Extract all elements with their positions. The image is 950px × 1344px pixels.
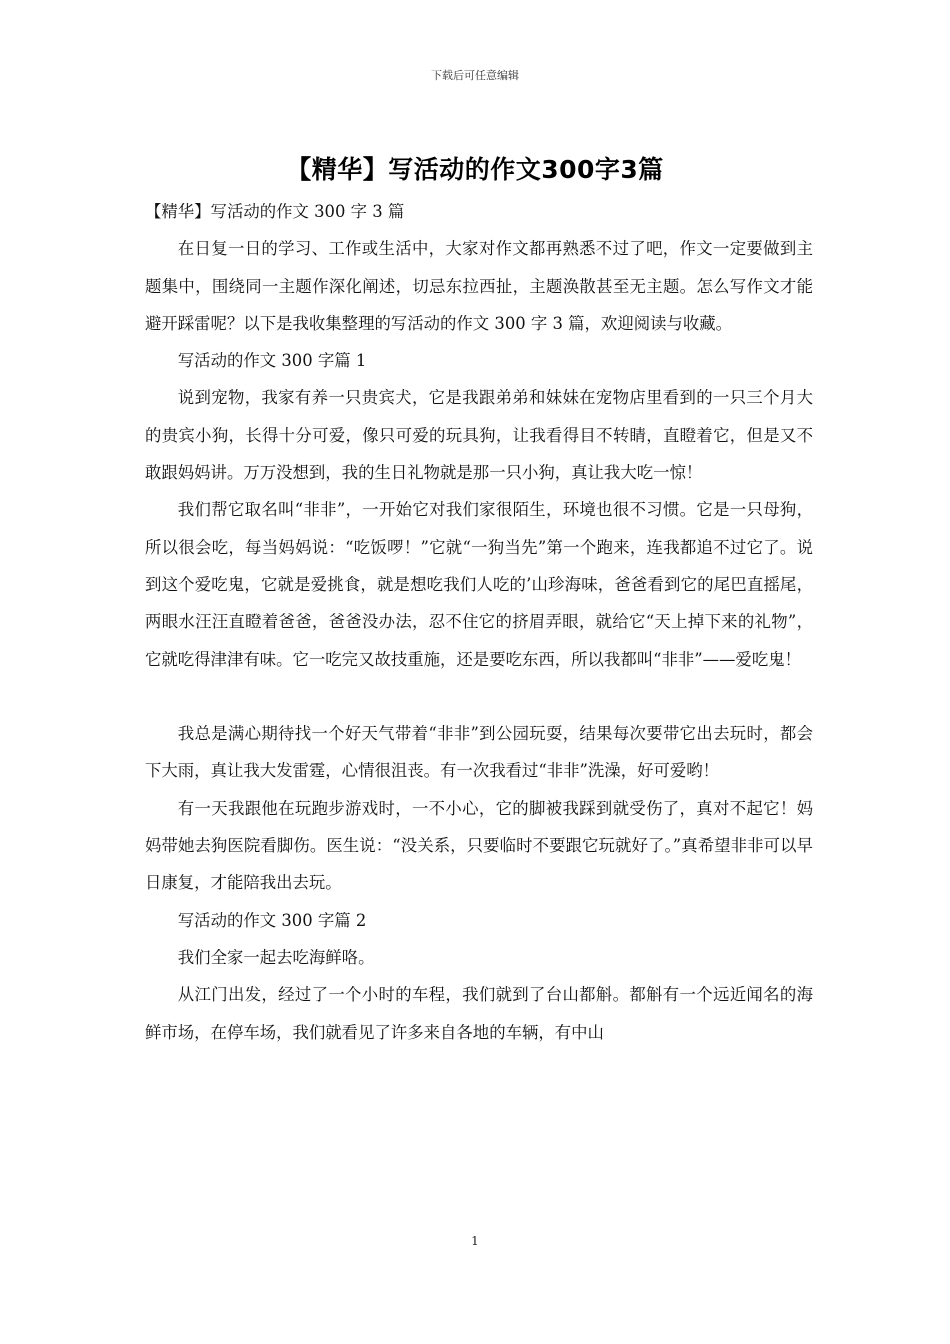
section-heading-2: 写活动的作文 300 字篇 2 [177,910,367,930]
body-paragraph: 从江门出发，经过了一个小时的车程，我们就到了台山都斛。都斛有一个远近闻名的海鲜市场，在停车场，我们就看见了许多来自各地的车辆，有中山 [145,985,813,1042]
page-header-note: 下载后可任意编辑 [431,69,519,82]
body-paragraph: 我们全家一起去吃海鲜咯。 [177,947,375,967]
document-subtitle: 【精华】写活动的作文 300 字 3 篇 [145,202,405,221]
document-title: 【精华】写活动的作文300字3篇 [286,155,664,184]
document-body [145,193,813,1051]
paragraph-spacer [145,678,813,715]
intro-paragraph: 在日复一日的学习、工作或生活中，大家对作文都再熟悉不过了吧，作文一定要做到主题集中，围绕同一主题作深化阐述，切忌东拉西扯，主题涣散甚至无主题。怎么写作文才能避开踩雷呢？以下是我收集整理的写活动的作文 300 字 3 篇，欢迎阅读与收藏。 [145,239,813,333]
body-paragraph: 我总是满心期待找一个好天气带着“非非”到公园玩耍，结果每次要带它出去玩时，都会下大雨，真让我大发雷霆，心情很沮丧。有一次我看过“非非”洗澡，好可爱哟！ [145,724,813,781]
section-heading-1: 写活动的作文 300 字篇 1 [177,351,367,371]
body-paragraph: 有一天我跟他在玩跑步游戏时，一不小心，它的脚被我踩到就受伤了，真对不起它！妈妈带她去狗医院看脚伤。医生说：“没关系，只要临时不要跟它玩就好了。”真希望非非可以早日康复，才能陪我出去玩。 [145,798,813,893]
body-paragraph: 我们帮它取名叫“非非”，一开始它对我们家很陌生，环境也很不习惯。它是一只母狗，所以很会吃，每当妈妈说：“吃饭啰！”它就“一狗当先”第一个跑来，连我都追不过它了。说到这个爱吃鬼，它就是爱挑食，就是想吃我们人吃的’山珍海味，爸爸看到它的尾巴直摇尾，两眼水汪汪直瞪着爸爸，爸爸没办法，忍不住它的挤眉弄眼，就给它“天上掉下来的礼物”，它就吃得津津有味。它一吃完又故技重施，还是要吃东西，所以我都叫“非非”——爱吃鬼！ [145,500,813,669]
body-paragraph: 说到宠物，我家有养一只贵宾犬，它是我跟弟弟和妹妹在宠物店里看到的一只三个月大的贵宾小狗，长得十分可爱，像只可爱的玩具狗，让我看得目不转睛，直瞪着它，但是又不敢跟妈妈讲。万万没想到，我的生日礼物就是那一只小狗，真让我大吃一惊！ [145,388,813,483]
page-number: 1 [471,1234,479,1248]
